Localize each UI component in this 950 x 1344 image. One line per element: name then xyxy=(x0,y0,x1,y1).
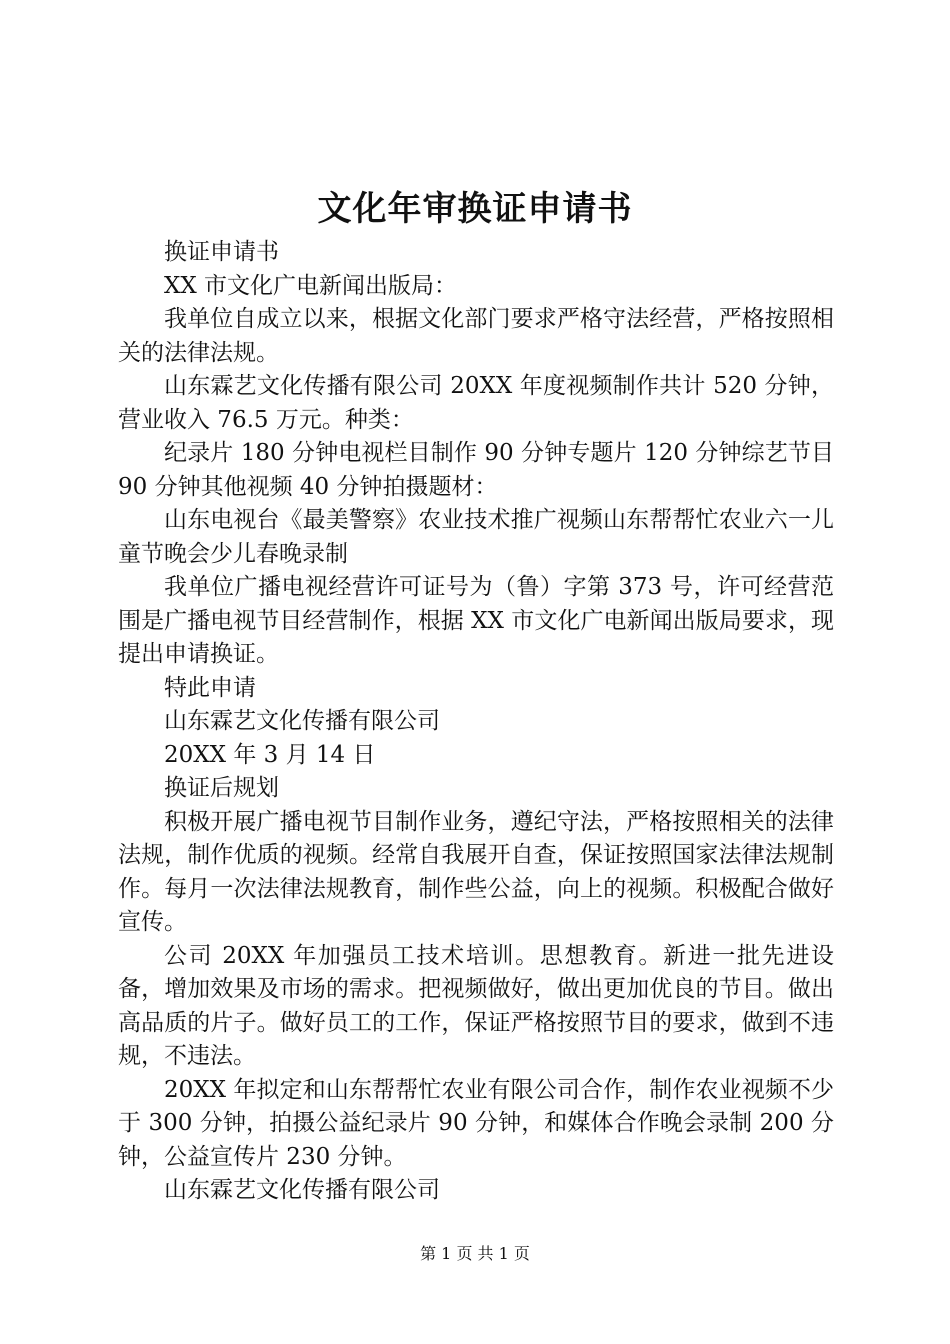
paragraph-categories: 纪录片 180 分钟电视栏目制作 90 分钟专题片 120 分钟综艺节目 90 分钟其他视频 40 分钟拍摄题材： xyxy=(118,440,834,500)
paragraph-license: 我单位广播电视经营许可证号为（鲁）字第 373 号，许可经营范围是广播电视节目经营制作，根据 XX 市文化广电新闻出版局要求，现提出申请换证。 xyxy=(118,574,834,667)
paragraph-plan-1: 积极开展广播电视节目制作业务，遵纪守法，严格按照相关的法律法规，制作优质的视频。经常自我展开自查，保证按照国家法律法规制作。每月一次法律法规教育，制作些公益，向上的视频。积极配合做好宣传。 xyxy=(118,808,834,935)
page-footer: 第 1 页 共 1 页 xyxy=(420,1244,530,1263)
paragraph-date: 20XX 年 3 月 14 日 xyxy=(164,741,376,768)
paragraph-annual-output: 山东霖艺文化传播有限公司 20XX 年度视频制作共计 520 分钟，营业收入 76.5 万元。种类： xyxy=(118,373,834,433)
paragraph-signature-company: 山东霖艺文化传播有限公司 xyxy=(164,708,440,734)
paragraph-final-company: 山东霖艺文化传播有限公司 xyxy=(164,1177,440,1203)
paragraph-plan-2: 公司 20XX 年加强员工技术培训。思想教育。新进一批先进设备，增加效果及市场的需求。把视频做好，做出更加优良的节目。做出高品质的片子。做好员工的工作，保证严格按照节目的要求，做到不违规，不违法。 xyxy=(118,942,834,1069)
paragraph-plan-3: 20XX 年拟定和山东帮帮忙农业有限公司合作，制作农业视频不少于 300 分钟，拍摄公益纪录片 90 分钟，和媒体合作晚会录制 200 分钟，公益宣传片 230 分钟。 xyxy=(118,1076,834,1170)
paragraph-heading: 换证申请书 xyxy=(164,239,279,265)
paragraph-addressee: XX 市文化广电新闻出版局： xyxy=(164,272,458,299)
paragraph-closing: 特此申请 xyxy=(164,674,256,701)
document-body xyxy=(118,236,834,1208)
paragraph-plan-heading: 换证后规划 xyxy=(164,775,279,801)
paragraph-topics: 山东电视台《最美警察》农业技术推广视频山东帮帮忙农业六一儿童节晚会少儿春晚录制 xyxy=(118,507,834,567)
paragraph-intro: 我单位自成立以来，根据文化部门要求严格守法经营，严格按照相关的法律法规。 xyxy=(118,306,834,366)
document-title: 文化年审换证申请书 xyxy=(317,189,633,229)
